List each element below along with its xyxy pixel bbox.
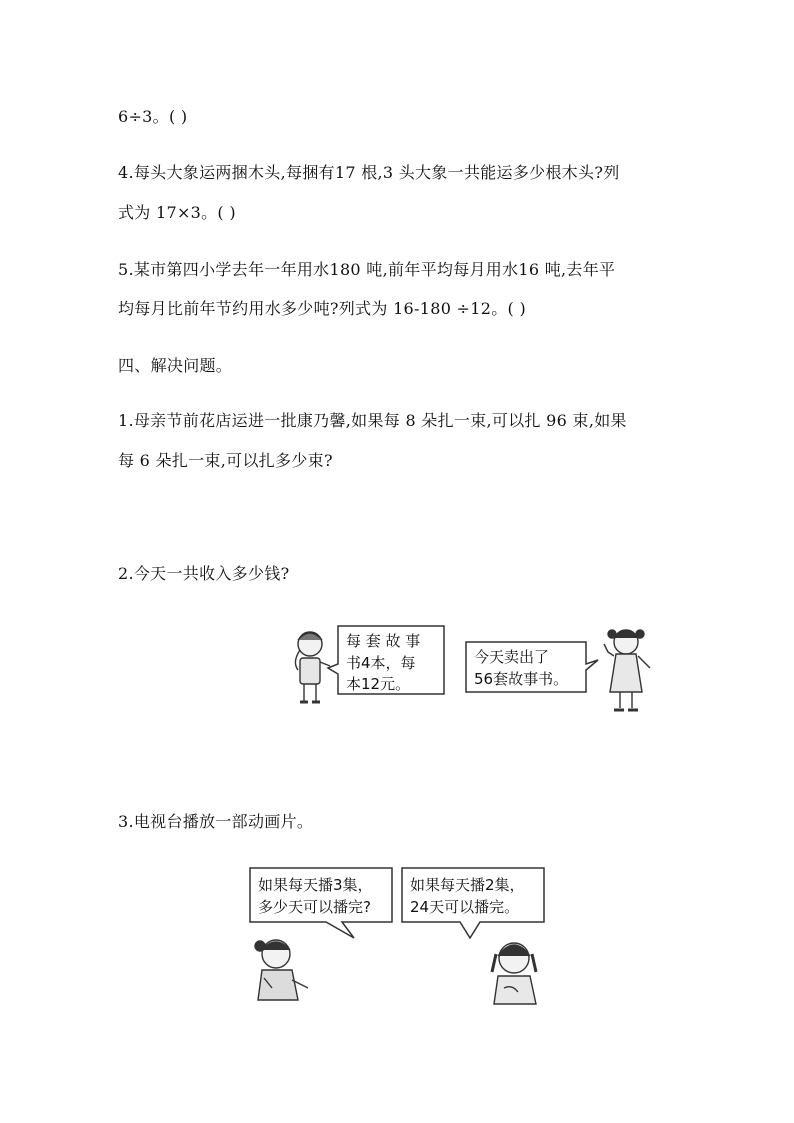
illustration-story-books <box>276 622 666 716</box>
bubble2-right-line2: 24天可以播完。 <box>410 898 520 916</box>
line-q4-a: 4.每头大象运两捆木头,每捆有17 根,3 头大象一共能运多少根木头?列 <box>118 163 620 182</box>
line-q5-b: 均每月比前年节约用水多少吨?列式为 16-180 ÷12。( ) <box>118 299 526 318</box>
bubble1-left-line2: 书4本，每 <box>346 654 416 672</box>
bubble1-right-line1: 今天卖出了 <box>474 648 550 666</box>
line-p1-a: 1.母亲节前花店运进一批康乃馨,如果每 8 朵扎一束,可以扎 96 束,如果 <box>118 411 627 430</box>
bubble1-right-line2: 56套故事书。 <box>474 670 569 688</box>
girl-right-figure <box>604 630 650 710</box>
bubble2-right-line1: 如果每天播2集， <box>410 876 525 894</box>
line-p3: 3.电视台播放一部动画片。 <box>118 812 314 831</box>
bubble2-left-line2: 多少天可以播完? <box>258 898 371 916</box>
bubble1-left-line1: 每 套 故 事 <box>346 632 421 650</box>
line-q4-b: 式为 17×3。( ) <box>118 203 236 222</box>
bubble2-left-line1: 如果每天播3集， <box>258 876 373 894</box>
girl-right-figure-2 <box>492 943 536 1004</box>
section-heading: 四、解决问题。 <box>118 356 233 375</box>
girl-left-figure-2 <box>255 940 308 1000</box>
line-p1-b: 每 6 朵扎一束,可以扎多少束? <box>118 451 333 470</box>
line-p2: 2.今天一共收入多少钱? <box>118 564 290 583</box>
girl-left-figure <box>295 632 330 702</box>
line-q3-end: 6÷3。( ) <box>118 107 188 126</box>
line-q5-a: 5.某市第四小学去年一年用水180 吨,前年平均每月用水16 吨,去年平 <box>118 260 616 279</box>
illustration-cartoon-episodes <box>246 864 556 1010</box>
bubble1-left-line3: 本12元。 <box>346 675 411 693</box>
